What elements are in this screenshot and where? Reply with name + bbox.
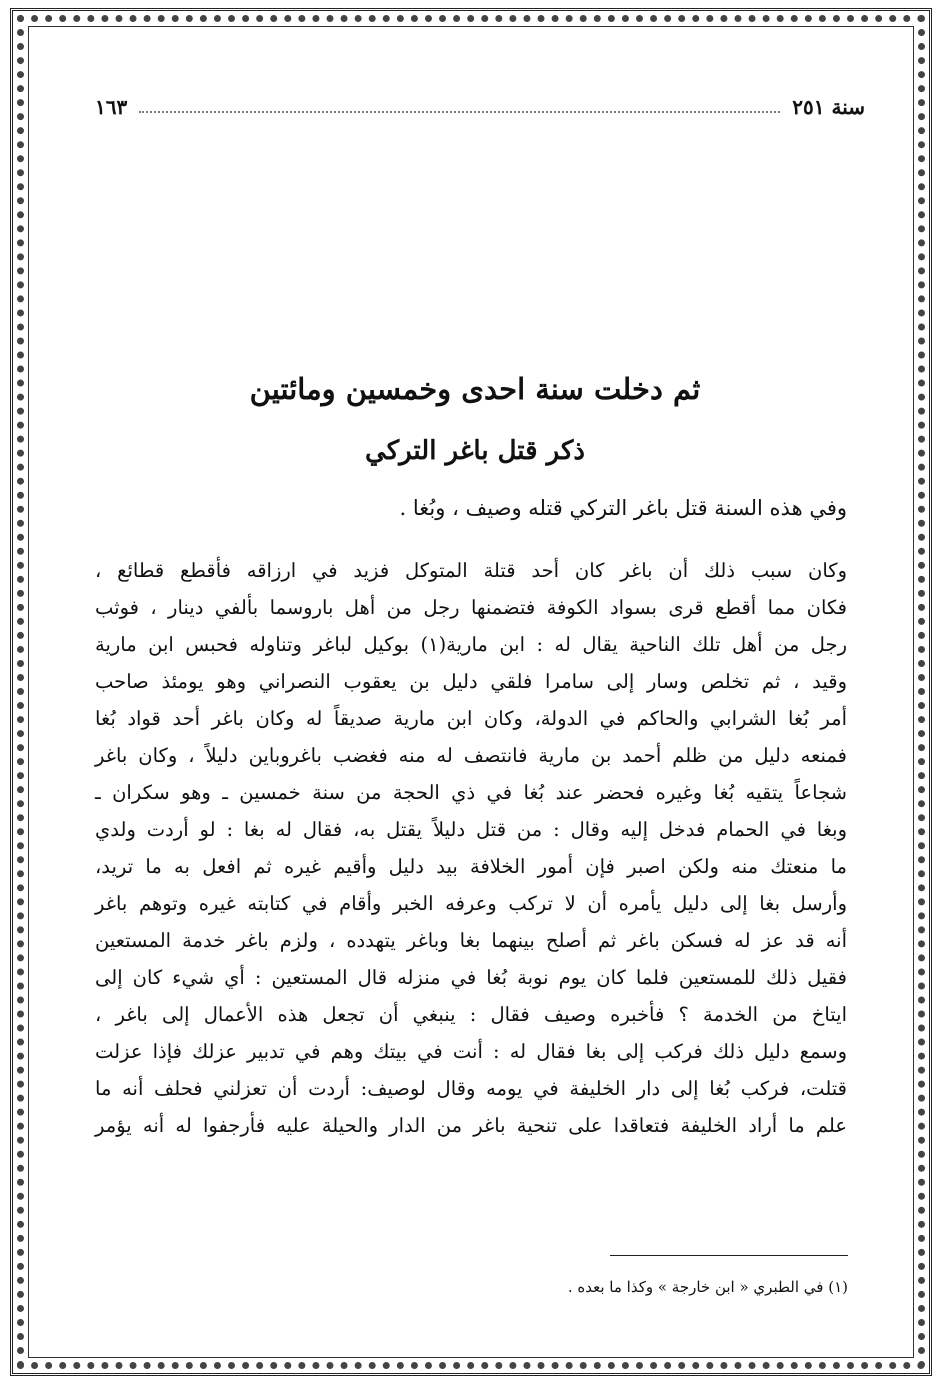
body-line: وكان سبب ذلك أن باغر كان أحد قتلة المتوكل فزيد في ارزاقه فأقطع قطائع ، (95, 559, 847, 582)
body-line: رجل من أهل تلك الناحية يقال له : ابن مارية(١) بوكيل لباغر وتناوله فحبس ابن مارية (95, 633, 847, 656)
body-line: فقيل ذلك للمستعين فلما كان يوم نوبة بُغا في منزله قال المستعين : أي شيء كان إلى (95, 966, 847, 989)
header-leader-dots (139, 101, 780, 113)
body-line: وسمع دليل ذلك فركب إلى بغا فقال له : أنت في بيتك وهم في تدبير عزلك فإذا عزلت (95, 1040, 847, 1063)
body-line: أمر بُغا الشرابي والحاكم في الدولة، وكان ابن مارية صديقاً له وكان باغر أحد قواد بُغا (95, 707, 847, 730)
body-line: شجاعاً يتقيه بُغا وغيره فحضر عند بُغا في ذي الحجة من سنة خمسين ـ وهو سكران ـ (95, 781, 847, 804)
body-line: ما منعتك منه ولكن اصبر فإن أمور الخلافة بيد دليل وأقيم غيره ثم افعل به ما تريد، (95, 855, 847, 878)
body-line: وأرسل بغا إلى دليل يأمره أن لا تركب وعرفه الخبر وأقام في كتابته غيره وتوهم باغر (95, 892, 847, 915)
body-line: فكان مما أقطع قرى بسواد الكوفة فتضمنها رجل من أهل باروسما بألفي دينار ، فوثب (95, 596, 847, 619)
section-heading: ذكر قتل باغر التركي (365, 436, 585, 466)
body-line: قتلت، فركب بُغا إلى دار الخليفة في يومه وقال لوصيف: أردت أن تعزلني فحلف أنه ما (95, 1077, 847, 1100)
body-line: وقيد ، ثم تخلص وسار إلى سامرا فلقي دليل بن يعقوب النصراني وهو يومئذ صاحب (95, 670, 847, 693)
body-line: وبغا في الحمام فدخل إليه وقال : من قتل دليلاً يقتل به، فقال له بغا : لو أردت ولدي (95, 818, 847, 841)
intro-paragraph: وفي هذه السنة قتل باغر التركي قتله وصيف ، وبُغا . (399, 496, 847, 520)
running-header (95, 92, 865, 122)
chapter-heading: ثم دخلت سنة احدى وخمسين ومائتين (249, 372, 701, 406)
body-text (95, 552, 847, 1144)
body-line: فمنعه دليل من ظلم أحمد بن مارية فانتصف له منه فغضب باغروباين دليلاً ، وكان باغر (95, 744, 847, 767)
footnote-separator (610, 1255, 848, 1256)
footnote: (١) في الطبري « ابن خارجة » وكذا ما بعده . (567, 1278, 848, 1296)
body-line: أنه قد عز له فسكن باغر ثم أصلح بينهما بغا وباغر يتهدده ، ولزم باغر خدمة المستعين (95, 929, 847, 952)
body-line: علم ما أراد الخليفة فتعاقدا على تنحية باغر من الدار والحيلة عليه فأرجفوا له أنه يؤمر (95, 1114, 847, 1137)
header-year: سنة ٢٥١ (792, 95, 865, 119)
page-number: ١٦٣ (95, 95, 128, 119)
body-line: ايتاخ من الخدمة ؟ فأخبره وصيف فقال : ينبغي أن تجعل هذه الأعمال إلى باغر ، (95, 1003, 847, 1026)
